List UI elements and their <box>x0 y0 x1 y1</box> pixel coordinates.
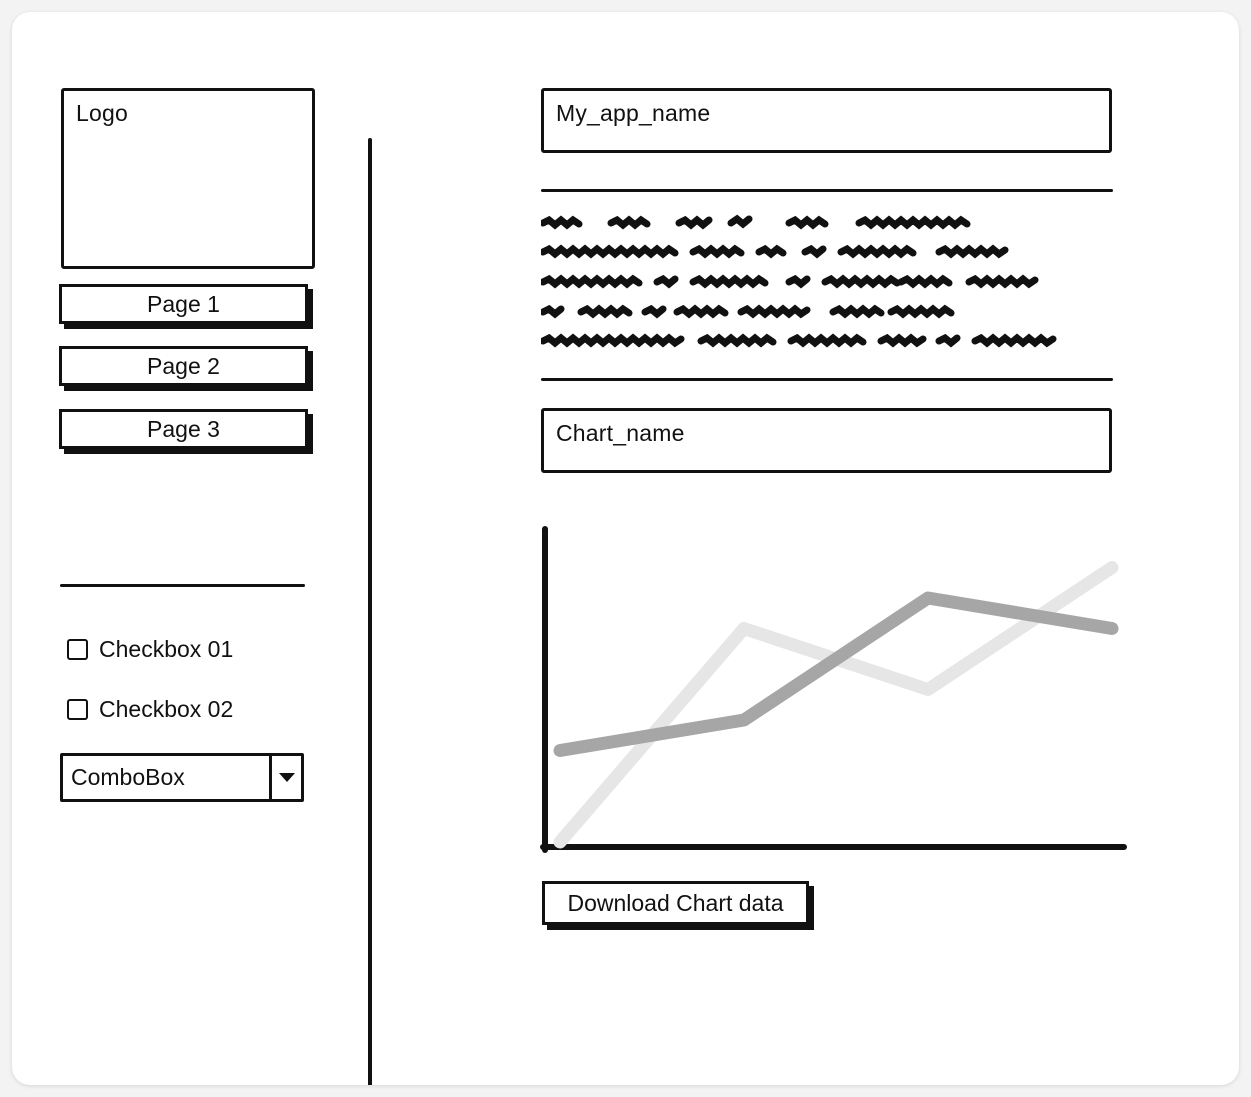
paragraph-top-rule <box>541 189 1113 192</box>
nav-button-page-3[interactable]: Page 3 <box>59 409 308 449</box>
nav-button-page-2[interactable]: Page 2 <box>59 346 308 386</box>
app-name-box <box>541 88 1112 153</box>
chevron-down-icon <box>279 773 295 782</box>
logo-placeholder <box>61 88 315 269</box>
sidebar-divider <box>60 584 305 587</box>
chart-name-box <box>541 408 1112 473</box>
chart-series <box>560 568 1112 843</box>
vertical-separator <box>368 138 372 1085</box>
paragraph-bottom-rule <box>541 378 1113 381</box>
logo-label: Logo <box>76 100 128 126</box>
combobox[interactable] <box>60 753 304 802</box>
chart-name-title: Chart_name <box>556 420 685 446</box>
nav-button-page-1[interactable]: Page 1 <box>59 284 308 324</box>
checkbox-02-box[interactable] <box>67 699 88 720</box>
scribble-text-lines <box>541 212 1061 352</box>
checkbox-02-label: Checkbox 02 <box>99 696 234 722</box>
download-chart-data-button[interactable]: Download Chart data <box>542 881 809 925</box>
line-chart <box>532 517 1132 857</box>
combobox-value: ComboBox <box>71 764 185 790</box>
checkbox-02[interactable] <box>67 696 233 723</box>
combobox-dropdown-button[interactable] <box>269 756 301 799</box>
checkbox-01-label: Checkbox 01 <box>99 636 234 662</box>
placeholder-paragraph <box>541 212 1061 352</box>
app-frame <box>12 12 1239 1085</box>
series-1-line <box>560 598 1112 751</box>
app-name-title: My_app_name <box>556 100 711 126</box>
checkbox-01-box[interactable] <box>67 639 88 660</box>
checkbox-01[interactable] <box>67 636 233 663</box>
